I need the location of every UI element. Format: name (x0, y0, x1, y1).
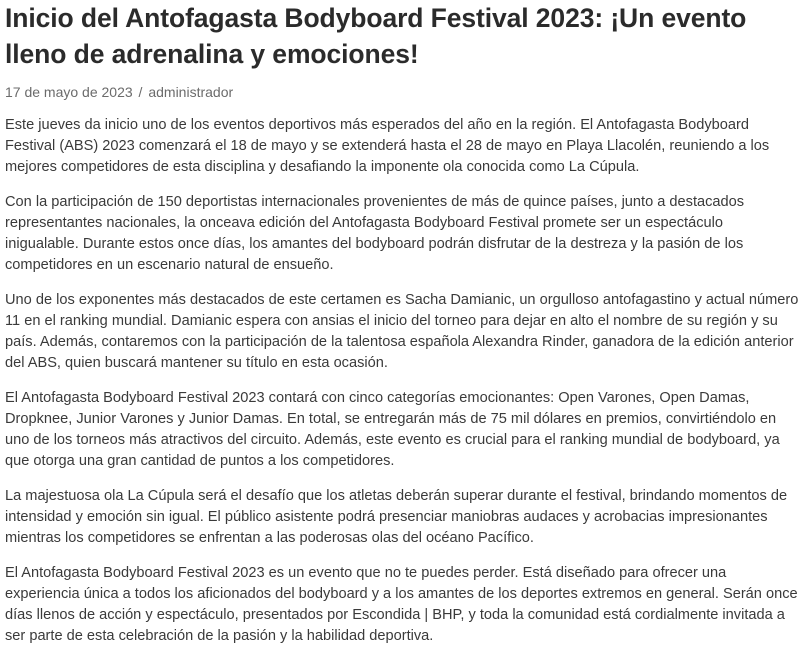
post-date-link[interactable]: 17 de mayo de 2023 (5, 84, 133, 100)
paragraph-3: Uno de los exponentes más destacados de este certamen es Sacha Damianic, un orgulloso antofagastino y actual número 11 en el ranking mundial. Damianic espera con ansias el inicio del torneo para dejar en alto el nombre de su región y su país. Además, contaremos con la participación de la talentosa española Alexandra Rinder, ganadora de la edición anterior del ABS, quien buscará mantener su título en esta ocasión. (5, 292, 799, 371)
meta-separator: / (138, 84, 143, 100)
paragraph-5: La majestuosa ola La Cúpula será el desafío que los atletas deberán superar durante el festival, brindando momentos de intensidad y emoción sin igual. El público asistente podrá presenciar maniobras audaces y acrobacias impresionantes mientras los competidores se enfrentan a las poderosas olas del océano Pacífico. (5, 488, 788, 546)
paragraph-6: El Antofagasta Bodyboard Festival 2023 es un evento que no te puedes perder. Está diseñado para ofrecer una experiencia única a todos los aficionados del bodyboard y a los amantes de los deportes extremos en general. Serán once días llenos de acción y espectáculo, presentados por Escondida | BHP, y toda la comunidad está cordialmente invitada a ser parte de esta celebración de la pasión y la habilidad deportiva. (5, 565, 798, 644)
paragraph-4: El Antofagasta Bodyboard Festival 2023 contará con cinco categorías emocionantes: Open Varones, Open Damas, Dropknee, Junior Varones y Junior Damas. En total, se entregarán más de 75 mil dólares en premios, convirtiéndolo en uno de los torneos más atractivos del circuito. Además, este evento es crucial para el ranking mundial de bodyboard, ya que otorga una gran cantidad de puntos a los competidores. (5, 390, 780, 469)
post-content (5, 115, 799, 647)
paragraph-2: Con la participación de 150 deportistas internacionales provenientes de más de quince países, junto a destacados representantes nacionales, la onceava edición del Antofagasta Bodyboard Festival promete ser un espectáculo inigualable. Durante estos once días, los amantes del bodyboard podrán disfrutar de la destreza y la pasión de los competidores en un escenario natural de ensueño. (5, 194, 745, 273)
post-author-link[interactable]: administrador (148, 84, 234, 100)
paragraph-1: Este jueves da inicio uno de los eventos deportivos más esperados del año en la región. El Antofagasta Bodyboard Festival (ABS) 2023 comenzará el 18 de mayo y se extenderá hasta el 28 de mayo en Playa Llacolén, reuniendo a los mejores competidores de esta disciplina y desafiando la imponente ola conocida como La Cúpula. (5, 117, 770, 175)
post-title: Inicio del Antofagasta Bodyboard Festival 2023: ¡Un evento lleno de adrenalina y emociones! (5, 3, 747, 69)
post-meta (5, 82, 799, 102)
